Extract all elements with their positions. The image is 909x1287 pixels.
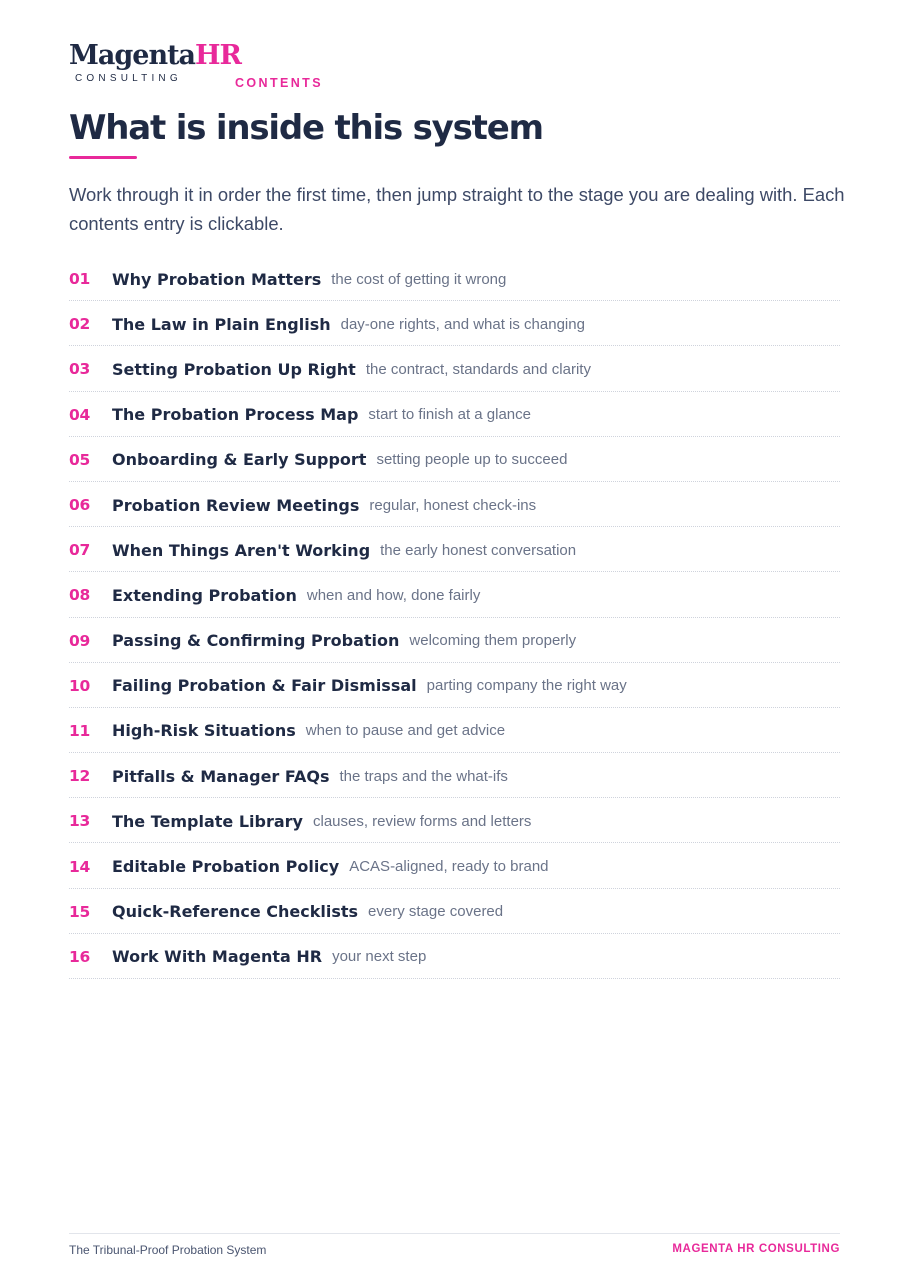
contents-entry-description: setting people up to succeed — [376, 451, 568, 469]
contents-entry-title: High-Risk Situations — [112, 721, 296, 741]
contents-entry-description: when and how, done fairly — [306, 586, 481, 604]
contents-entry-01[interactable] — [69, 256, 840, 301]
contents-entry-number: 08 — [69, 586, 90, 605]
footer-document-title: The Tribunal-Proof Probation System — [69, 1243, 267, 1257]
intro-paragraph: Work through it in order the first time, then jump straight to the stage you are dealing with. Each contents entry is clickable. — [69, 184, 845, 234]
contents-entry-08[interactable] — [69, 572, 840, 617]
contents-entry-description: start to finish at a glance — [368, 406, 531, 424]
contents-entry-title: The Template Library — [112, 811, 303, 831]
contents-entry-description: day-one rights, and what is changing — [340, 315, 585, 333]
footer-divider — [69, 1233, 840, 1234]
contents-entry-title: Pitfalls & Manager FAQs — [112, 766, 330, 786]
contents-entry-description: when to pause and get advice — [305, 722, 506, 740]
contents-entry-number: 06 — [69, 496, 90, 515]
contents-entry-number: 04 — [69, 405, 90, 424]
contents-entry-number: 10 — [69, 676, 90, 695]
contents-list — [69, 256, 840, 979]
contents-entry-14[interactable] — [69, 843, 840, 888]
contents-entry-13[interactable] — [69, 798, 840, 843]
contents-entry-title: When Things Aren't Working — [112, 540, 371, 560]
contents-entry-15[interactable] — [69, 889, 840, 934]
contents-entry-16[interactable] — [69, 934, 840, 979]
contents-entry-number: 05 — [69, 450, 90, 469]
contents-entry-description: every stage covered — [368, 903, 504, 921]
contents-entry-12[interactable] — [69, 753, 840, 798]
contents-entry-description: regular, honest check-ins — [369, 496, 537, 514]
contents-entry-title: The Law in Plain English — [112, 314, 331, 334]
contents-entry-number: 12 — [69, 767, 90, 786]
contents-entry-05[interactable] — [69, 437, 840, 482]
contents-entry-11[interactable] — [69, 708, 840, 753]
contents-entry-02[interactable] — [69, 301, 840, 346]
contents-entry-description: ACAS-aligned, ready to brand — [349, 858, 549, 876]
contents-entry-title: Failing Probation & Fair Dismissal — [112, 676, 417, 696]
contents-entry-title: Quick-Reference Checklists — [112, 902, 359, 922]
contents-entry-title: Why Probation Matters — [112, 269, 322, 289]
contents-entry-title: The Probation Process Map — [112, 405, 359, 425]
contents-entry-title: Work With Magenta HR — [112, 947, 323, 967]
contents-entry-number: 16 — [69, 947, 90, 966]
contents-entry-title: Passing & Confirming Probation — [112, 631, 400, 651]
contents-entry-10[interactable] — [69, 663, 840, 708]
footer-company-name: MAGENTA HR CONSULTING — [672, 1243, 840, 1255]
contents-entry-title: Onboarding & Early Support — [112, 450, 367, 470]
contents-entry-description: welcoming them properly — [409, 632, 577, 650]
page-title: What is inside this system — [69, 108, 543, 148]
contents-entry-description: your next step — [332, 948, 427, 966]
contents-entry-title: Extending Probation — [112, 585, 297, 605]
logo-wordmark — [69, 42, 241, 69]
logo-name-accent: HR — [195, 40, 241, 71]
contents-entry-description: parting company the right way — [426, 677, 627, 695]
contents-entry-number: 13 — [69, 812, 90, 831]
contents-entry-title: Editable Probation Policy — [112, 857, 340, 877]
company-logo — [69, 42, 241, 84]
contents-entry-04[interactable] — [69, 392, 840, 437]
contents-entry-number: 14 — [69, 857, 90, 876]
contents-entry-number: 02 — [69, 315, 90, 334]
contents-entry-description: clauses, review forms and letters — [312, 812, 532, 830]
contents-entry-06[interactable] — [69, 482, 840, 527]
logo-tagline: CONSULTING — [75, 73, 182, 84]
contents-entry-07[interactable] — [69, 527, 840, 572]
contents-entry-number: 15 — [69, 902, 90, 921]
contents-entry-number: 07 — [69, 541, 90, 560]
contents-entry-number: 03 — [69, 360, 90, 379]
contents-entry-description: the cost of getting it wrong — [331, 270, 507, 288]
contents-entry-description: the contract, standards and clarity — [365, 360, 591, 378]
contents-entry-description: the traps and the what-ifs — [339, 767, 508, 785]
contents-entry-number: 09 — [69, 631, 90, 650]
title-underline — [69, 156, 137, 159]
logo-name-primary: Magenta — [69, 40, 196, 71]
contents-entry-09[interactable] — [69, 618, 840, 663]
contents-entry-number: 11 — [69, 721, 90, 740]
section-label: CONTENTS — [235, 76, 323, 90]
contents-entry-number: 01 — [69, 270, 90, 289]
contents-entry-title: Probation Review Meetings — [112, 495, 360, 515]
contents-entry-title: Setting Probation Up Right — [112, 359, 356, 379]
contents-entry-description: the early honest conversation — [380, 541, 577, 559]
contents-entry-03[interactable] — [69, 346, 840, 391]
